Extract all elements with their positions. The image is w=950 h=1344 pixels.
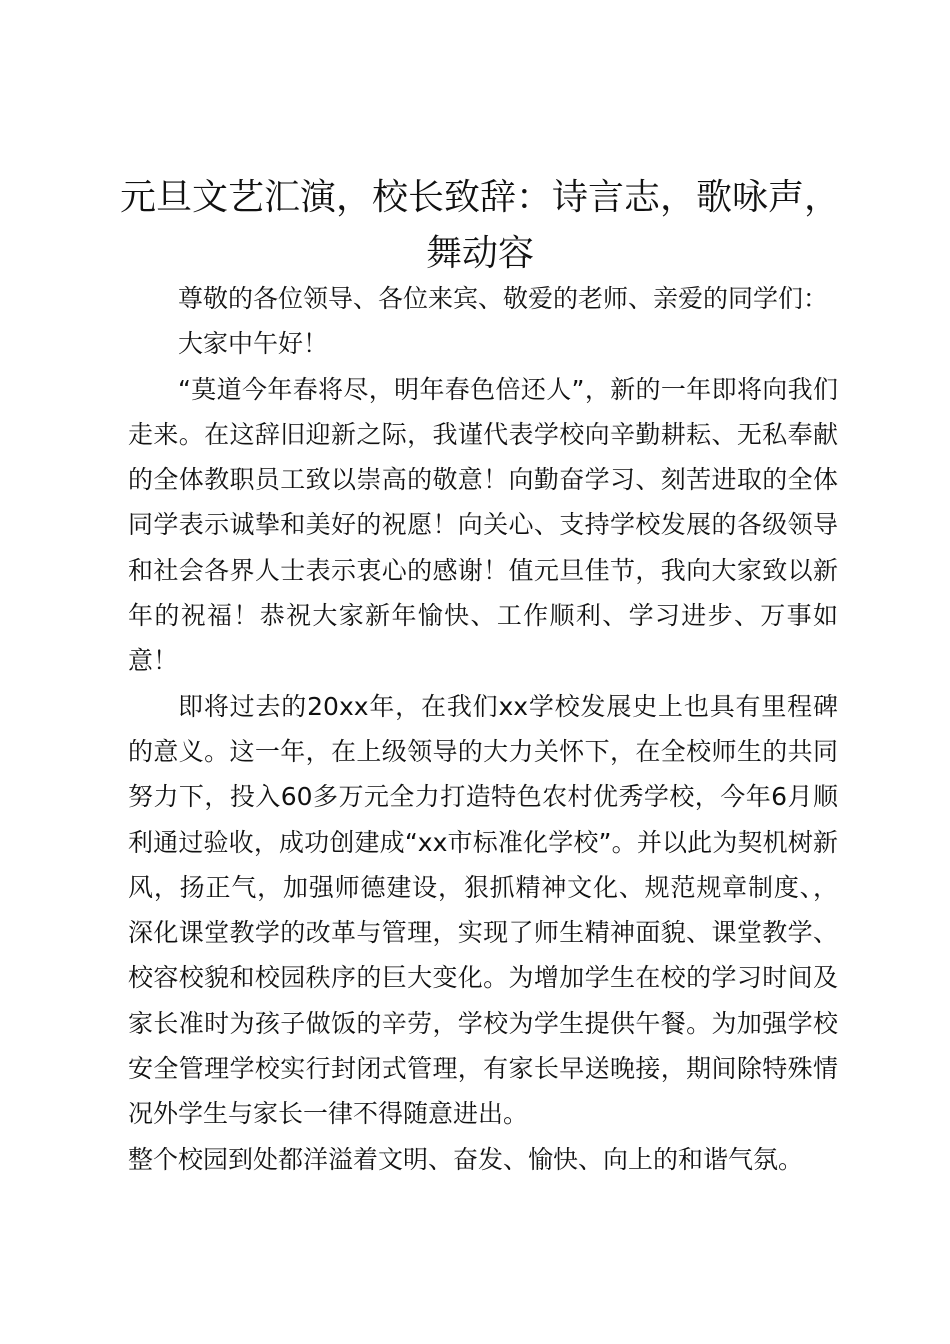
new-year-wishes-paragraph: “莫道今年春将尽，明年春色倍还人”，新的一年即将向我们走来。在这辞旧迎新之际，我谨代表学校向辛勤耕耘、无私奉献的全体教职员工致以崇高的敬意！向勤奋学习、刻苦进取的全体同学表示诚挚和美好的祝愿！向关心、支持学校发展的各级领导和社会各界人士表示衷心的感谢！值元旦佳节，我向大家致以新年的祝福！恭祝大家新年愉快、工作顺利、学习进步、万事如意！ xyxy=(128,374,838,676)
greeting-paragraph: 大家中午好！ xyxy=(178,329,329,359)
campus-atmosphere-paragraph: 整个校园到处都洋溢着文明、奋发、愉快、向上的和谐气氛。 xyxy=(128,1144,804,1174)
salutation-paragraph: 尊敬的各位领导、各位来宾、敬爱的老师、亲爱的同学们： xyxy=(178,284,829,313)
document-title: 元旦文艺汇演，校长致辞：诗言志，歌咏声，舞动容 xyxy=(119,177,840,274)
school-review-paragraph: 即将过去的20xx年，在我们xx学校发展史上也具有里程碑的意义。这一年，在上级领导的大力关怀下，在全校师生的共同努力下，投入60多万元全力打造特色农村优秀学校，今年6月顺利通过验收，成功创建成“xx市标准化学校”。并以此为契机树新风，扬正气，加强师德建设，狠抓精神文化、规范规章制度、，深化课堂教学的改革与管理，实现了师生精神面貌、课堂教学、校容校貌和校园秩序的巨大变化。为增加学生在校的学习时间及家长准时为孩子做饭的辛劳，学校为学生提供午餐。为加强学校安全管理学校实行封闭式管理，有家长早送晚接，期间除特殊情况外学生与家长一律不得随意进出。 xyxy=(128,691,838,1129)
document-body xyxy=(128,276,838,1182)
